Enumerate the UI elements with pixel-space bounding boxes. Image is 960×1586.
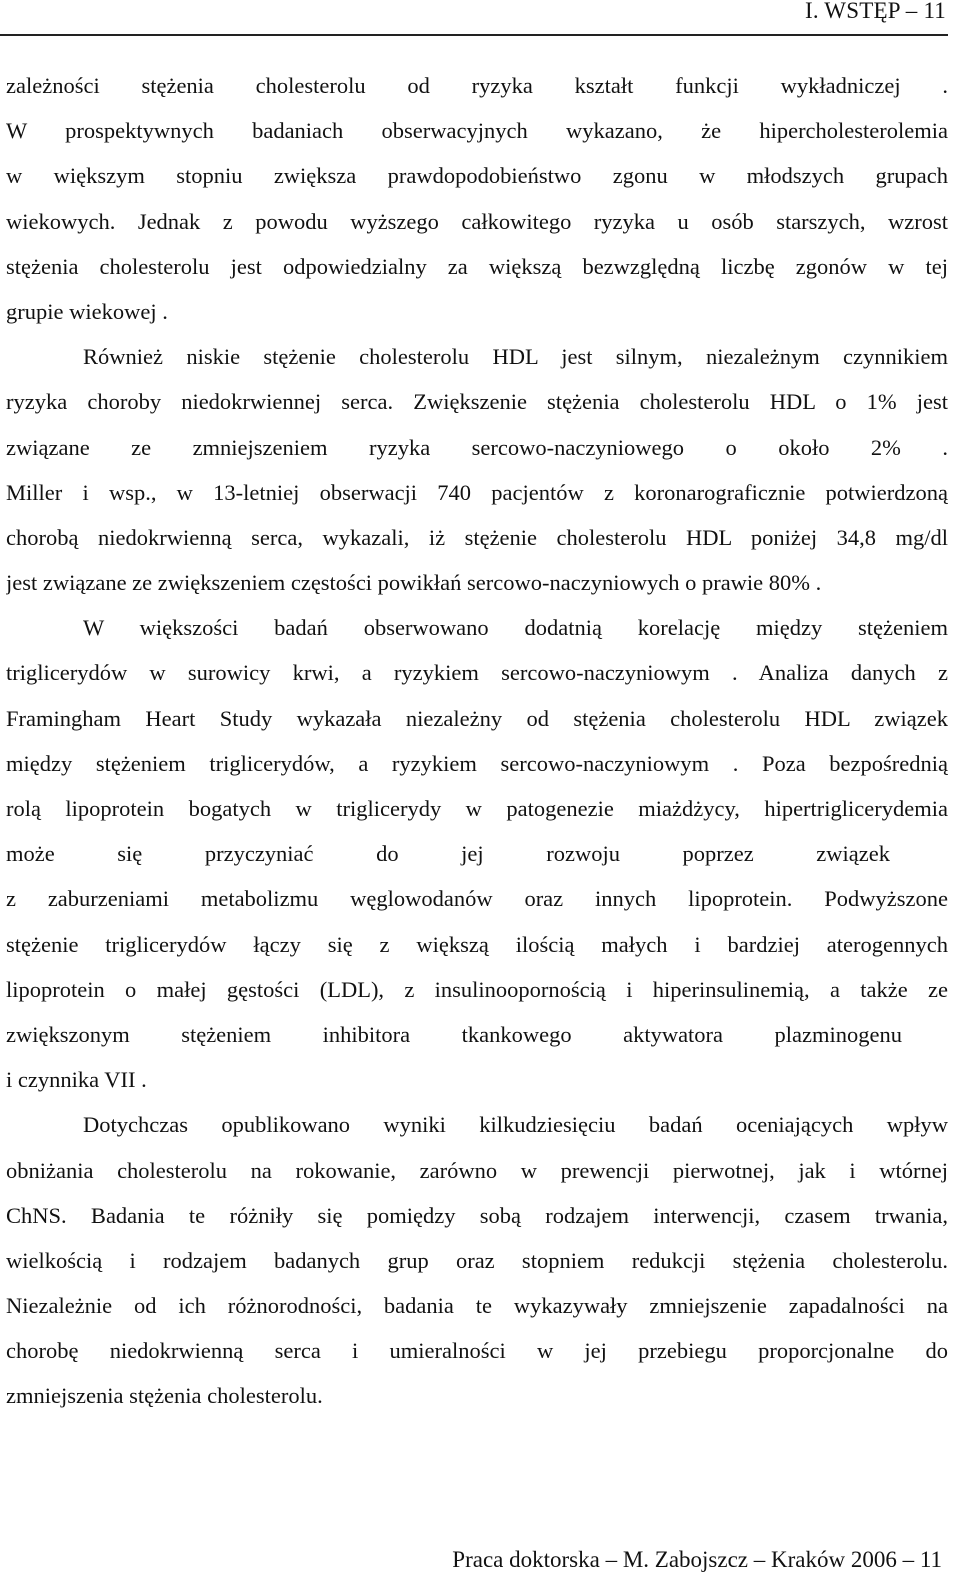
text-line: Miller i wsp., w 13-letniej obserwacji 740 pacjentów z koronarograficznie potwierdzoną bbox=[6, 479, 948, 505]
text-line: Dotychczas opublikowano wyniki kilkudziesięciu badań oceniających wpływ bbox=[83, 1112, 948, 1138]
page-footer: Praca doktorska – M. Zabojszcz – Kraków 2006 – 11 bbox=[452, 1547, 942, 1572]
text-line: W większości badań obserwowano dodatnią korelację między stężeniem bbox=[83, 615, 948, 641]
page-header bbox=[0, 0, 948, 36]
text-line: obniżania cholesterolu na rokowanie, zarówno w prewencji pierwotnej, jak i wtórnej bbox=[6, 1157, 948, 1183]
body-text bbox=[6, 63, 948, 1419]
text-line: zwiększonym stężeniem inhibitora tkankowego aktywatora plazminogenu bbox=[6, 1021, 902, 1047]
text-line: ChNS. Badania te różniły się pomiędzy sobą rodzajem interwencji, czasem trwania, bbox=[6, 1202, 948, 1228]
text-line: stężenie triglicerydów łączy się z większą ilością małych i bardziej aterogennych bbox=[6, 931, 948, 957]
text-line: Również niskie stężenie cholesterolu HDL jest silnym, niezależnym czynnikiem bbox=[83, 344, 948, 370]
text-line: rolą lipoprotein bogatych w triglicerydy w patogenezie miażdżycy, hipertriglicerydemia bbox=[6, 796, 948, 821]
text-line: zmniejszenia stężenia cholesterolu. bbox=[6, 1383, 323, 1409]
text-line: Framingham Heart Study wykazała niezależny od stężenia cholesterolu HDL związek bbox=[6, 705, 948, 731]
text-line: grupie wiekowej . bbox=[6, 298, 168, 324]
text-line: i czynnika VII . bbox=[6, 1067, 147, 1093]
text-line: Niezależnie od ich różnorodności, badania te wykazywały zmniejszenie zapadalności na bbox=[6, 1293, 948, 1319]
text-line: triglicerydów w surowicy krwi, a ryzykiem sercowo-naczyniowym . Analiza danych z bbox=[6, 660, 948, 686]
text-line: może się przyczyniać do jej rozwoju poprzez związek bbox=[6, 841, 890, 867]
text-line: w większym stopniu zwiększa prawdopodobieństwo zgonu w młodszych grupach bbox=[6, 163, 948, 189]
text-line: ryzyka choroby niedokrwiennej serca. Zwiększenie stężenia cholesterolu HDL o 1% jest bbox=[6, 389, 948, 415]
text-line: chorobę niedokrwienną serca i umieralności w jej przebiegu proporcjonalne do bbox=[6, 1338, 948, 1364]
text-line: W prospektywnych badaniach obserwacyjnych wykazano, że hipercholesterolemia bbox=[6, 118, 948, 144]
text-line: jest związane ze zwiększeniem częstości powikłań sercowo-naczyniowych o prawie 80% . bbox=[6, 570, 822, 596]
text-line: stężenia cholesterolu jest odpowiedzialny za większą bezwzględną liczbę zgonów w tej bbox=[6, 253, 948, 279]
text-line: chorobą niedokrwienną serca, wykazali, iż stężenie cholesterolu HDL poniżej 34,8 mg/dl bbox=[6, 524, 948, 550]
text-line: związane ze zmniejszeniem ryzyka sercowo-naczyniowego o około 2% . bbox=[6, 434, 948, 460]
text-line: między stężeniem triglicerydów, a ryzykiem sercowo-naczyniowym . Poza bezpośrednią bbox=[6, 750, 948, 776]
text-line: zależności stężenia cholesterolu od ryzyka kształt funkcji wykładniczej . bbox=[6, 73, 948, 98]
text-line: wiekowych. Jednak z powodu wyższego całkowitego ryzyka u osób starszych, wzrost bbox=[6, 208, 948, 234]
text-line: lipoprotein o małej gęstości (LDL), z insulinoopornością i hiperinsulinemią, a także ze bbox=[6, 976, 948, 1002]
running-head: I. WSTĘP – 11 bbox=[804, 0, 946, 23]
text-line: z zaburzeniami metabolizmu węglowodanów oraz innych lipoprotein. Podwyższone bbox=[6, 886, 948, 912]
text-line: wielkością i rodzajem badanych grup oraz stopniem redukcji stężenia cholesterolu. bbox=[6, 1247, 948, 1273]
